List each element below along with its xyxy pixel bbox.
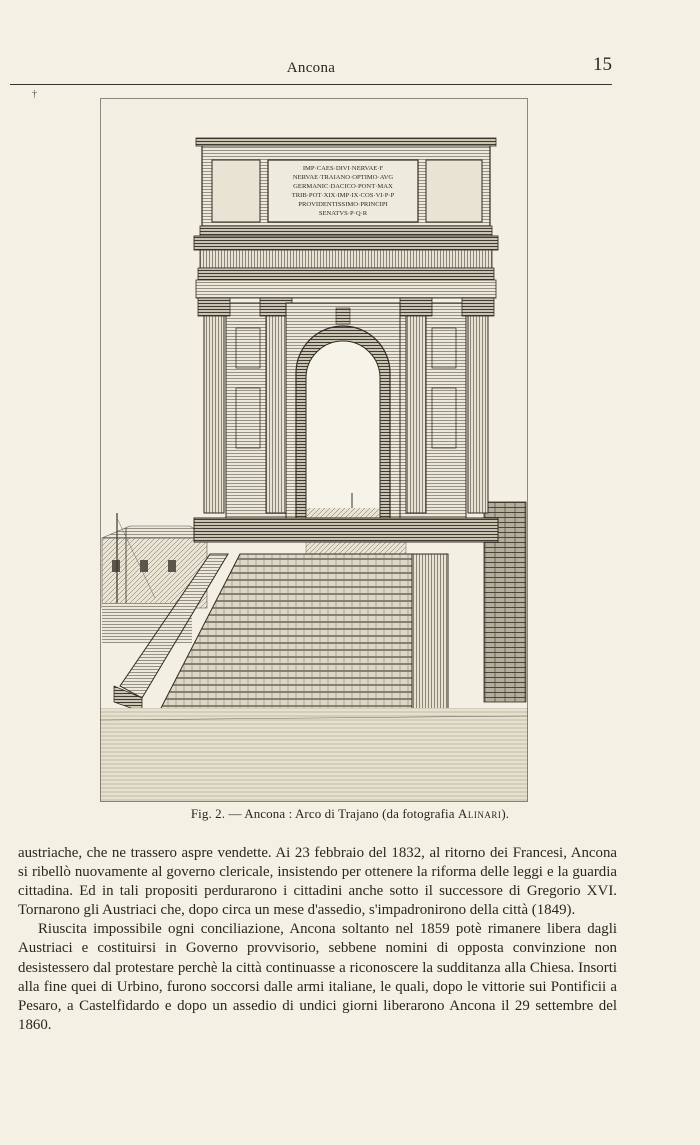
page-number: 15 (593, 54, 612, 75)
paragraph: Riuscita impossibile ogni conciliazione, Ancona soltanto nel 1859 potè rimanere libera dagli Austriaci e costituirsi in Governo provvisorio, sebbene nomini di opposta convinzione non desistessero dal protestare perchè la città continuasse a riconoscere la sudditanza alla Chiesa. Insorti alla fine quei di Urbino, furono soccorsi dalle armi italiane, le quali, dopo le vittorie sui Pontificii a Pesaro, a Castelfidardo e dopo un assedio di undici giorni liberarono Ancona il 29 settembre del 1860. (18, 921, 617, 1033)
paragraph: austriache, che ne trassero aspre vendette. Ai 23 febbraio del 1832, al ritorno dei Francesi, Ancona si ribellò nuovamente al governo clericale, insistendo per ottenere la riforma delle leggi e la guardia cittadina. Ed in tali propositi perdurarono i cittadini anche sotto il successore di Gregorio XVI. Tornarono gli Austriaci che, dopo circa un mese d'assedio, s'impadronirono della città (1849). (18, 845, 617, 919)
header-rule (10, 84, 612, 85)
arch (286, 303, 400, 528)
arch-of-trajan-engraving (100, 98, 528, 802)
attic (196, 138, 496, 236)
svg-text:IMP·CAES·DIVI·NERVAE·F: IMP·CAES·DIVI·NERVAE·F (302, 165, 384, 172)
entablature (194, 236, 498, 298)
body-text (18, 844, 617, 1035)
running-title: Ancona (286, 60, 336, 76)
print-mark: † (32, 89, 37, 100)
page-header (10, 54, 612, 84)
svg-text:SENATVS·P·Q·R: SENATVS·P·Q·R (318, 210, 368, 217)
figure-caption (0, 806, 700, 822)
base (194, 518, 498, 542)
caption-text: Fig. 2. — Ancona : Arco di Trajano (da fotografia (190, 806, 458, 821)
svg-text:NERVAE·TRAIANO·OPTIMO·AVG: NERVAE·TRAIANO·OPTIMO·AVG (292, 174, 394, 181)
svg-text:PROVIDENTISSIMO·PRINCIPI: PROVIDENTISSIMO·PRINCIPI (298, 201, 388, 208)
caption-end: ). (501, 806, 510, 821)
svg-text:TRIB·POT·XIX·IMP·IX·COS·VI·P·P: TRIB·POT·XIX·IMP·IX·COS·VI·P·P (291, 192, 395, 199)
houses (102, 513, 207, 643)
ground (100, 708, 528, 802)
caption-credit: Alinari (457, 806, 502, 821)
svg-text:GERMANIC·DACICO·PONT·MAX: GERMANIC·DACICO·PONT·MAX (293, 183, 393, 190)
